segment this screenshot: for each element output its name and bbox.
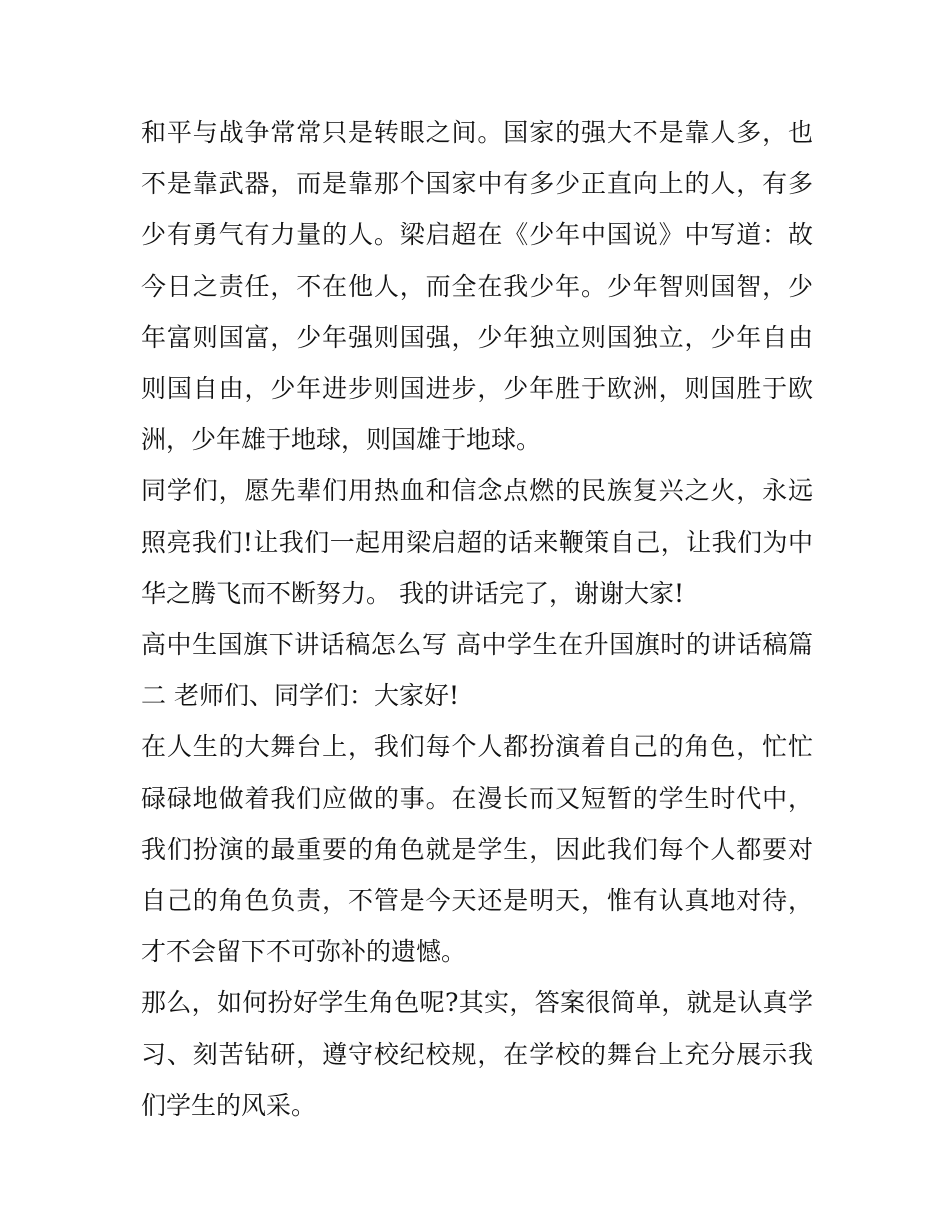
paragraph-5: 那么，如何扮好学生角色呢?其实，答案很简单，就是认真学习、刻苦钻研，遵守校纪校规，在学校的舞台上充分展示我们学生的风采。 xyxy=(141,988,813,1120)
paragraph-3-heading: 高中生国旗下讲话稿怎么写 高中学生在升国旗时的讲话稿篇二 老师们、同学们：大家好! xyxy=(141,630,813,711)
paragraph-1: 和平与战争常常只是转眼之间。国家的强大不是靠人多，也不是靠武器，而是靠那个国家中有多少正直向上的人，有多少有勇气有力量的人。梁启超在《少年中国说》中写道：故今日之责任，不在他人，而全在我少年。少年智则国智，少年富则国富，少年强则国强，少年独立则国独立，少年自由则国自由，少年进步则国进步，少年胜于欧洲，则国胜于欧洲，少年雄于地球，则国雄于地球。 xyxy=(141,118,813,455)
paragraph-2: 同学们，愿先辈们用热血和信念点燃的民族复兴之火，永远照亮我们!让我们一起用梁启超的话来鞭策自己，让我们为中华之腾飞而不断努力。 我的讲话完了，谢谢大家! xyxy=(141,476,813,608)
paragraph-4: 在人生的大舞台上，我们每个人都扮演着自己的角色，忙忙碌碌地做着我们应做的事。在漫长而又短暂的学生时代中，我们扮演的最重要的角色就是学生，因此我们每个人都要对自己的角色负责，不管是今天还是明天，惟有认真地对待，才不会留下不可弥补的遗憾。 xyxy=(141,732,813,967)
document-body xyxy=(141,107,813,1131)
